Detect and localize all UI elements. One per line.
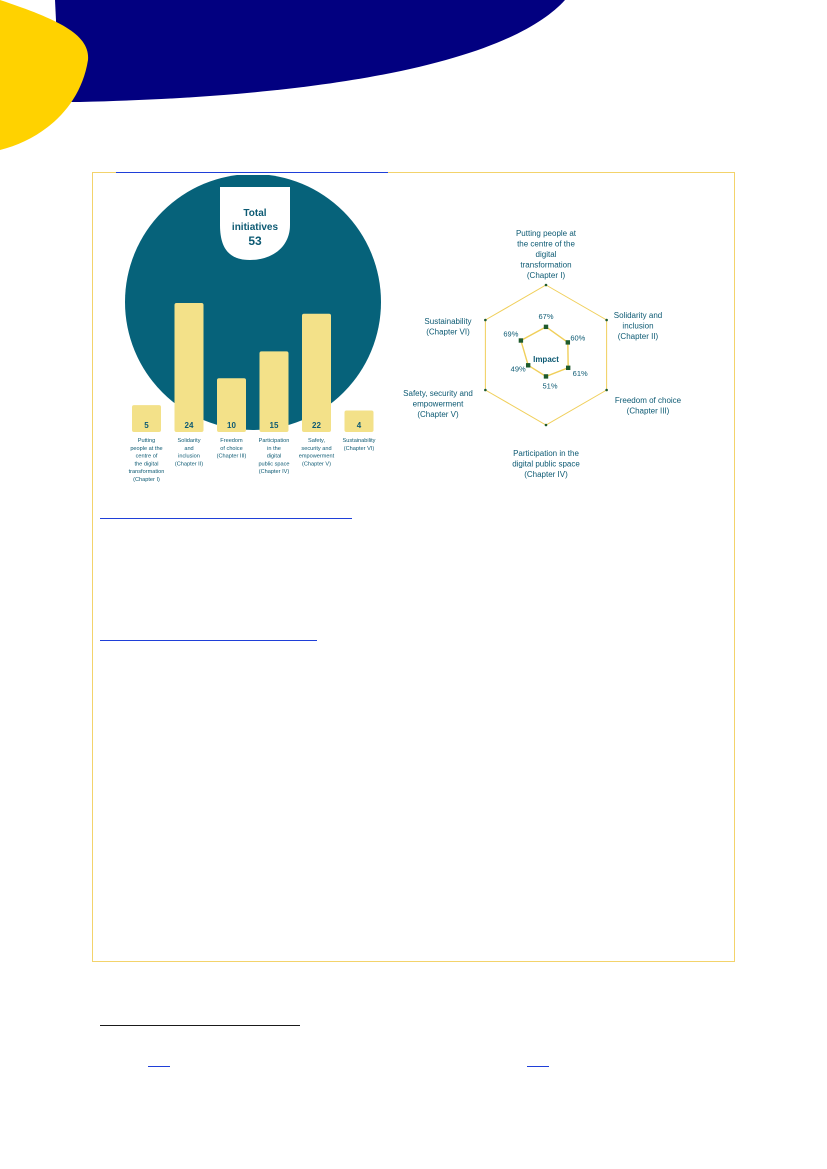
bar-category-label-5-line-2: security and: [301, 445, 332, 452]
radar-axis-label-1-line-1: Putting people at: [515, 229, 577, 238]
radar-vertex-4: [545, 424, 548, 427]
bar-2: [175, 303, 204, 432]
radar-axis-label-2-line-1: Solidarity and: [613, 311, 663, 320]
bar-category-label-5-line-1: Safety,: [308, 438, 325, 444]
initiatives-bar-chart: [110, 175, 400, 495]
radar-axis-label-5-line-1: Safety, security and: [403, 389, 473, 398]
radar-axis-label-2-line-2: inclusion: [622, 321, 654, 331]
radar-axis-label-4-line-3: (Chapter IV): [524, 470, 568, 479]
radar-vertex-2: [605, 319, 608, 322]
radar-value-label-6: 69%: [503, 329, 519, 339]
radar-center-label: Impact: [533, 355, 559, 364]
radar-axis-label-3-line-2: (Chapter III): [626, 406, 670, 416]
total-label-line1: Total: [243, 208, 267, 219]
bar-value-label-3: 10: [227, 421, 236, 430]
bar-category-label-6-line-1: Sustainability: [342, 438, 376, 444]
radar-axis-label-2-line-3: (Chapter II): [617, 332, 659, 341]
impact-radar-chart: [390, 220, 710, 490]
footnote-separator: [100, 1025, 300, 1026]
radar-point-6: [519, 338, 523, 342]
bar-category-label-4-line-3: digital: [266, 453, 282, 460]
total-value: 53: [248, 234, 262, 248]
bar-category-label-2-line-4: (Chapter II): [174, 461, 204, 468]
radar-axis-label-6-line-2: (Chapter VI): [426, 327, 470, 337]
radar-value-label-5: 49%: [510, 364, 526, 374]
radar-vertex-3: [605, 389, 608, 392]
radar-vertex-6: [484, 319, 487, 322]
bar-4: [260, 351, 289, 432]
bar-category-label-1-line-6: (Chapter I): [133, 477, 160, 483]
radar-vertex-5: [484, 389, 487, 392]
radar-value-label-1: 67%: [538, 311, 554, 321]
bar-category-label-1-line-3: centre of: [135, 453, 158, 460]
bar-category-label-3-line-1: Freedom: [220, 438, 243, 444]
bar-category-label-1-line-1: Putting: [137, 438, 156, 444]
total-label-line2: initiatives: [231, 222, 279, 233]
radar-series-polygon: [521, 327, 568, 377]
radar-axis-label-5-line-3: (Chapter V): [417, 410, 459, 419]
radar-axis-label-1-line-4: transformation: [520, 260, 572, 270]
header-banner: [0, 0, 827, 160]
radar-point-1: [544, 325, 548, 329]
bar-category-label-5-line-3: empowerment: [298, 453, 335, 460]
radar-axis-label-4-line-2: digital public space: [512, 459, 580, 469]
radar-value-label-4: 51%: [542, 381, 558, 391]
bar-category-label-6-line-2: (Chapter VI): [343, 445, 375, 452]
footnote-link-2[interactable]: [527, 1066, 549, 1067]
bar-category-label-4-line-5: (Chapter IV): [258, 469, 290, 476]
bar-category-label-4-line-1: Participation: [258, 438, 290, 444]
bar-category-label-3-line-3: (Chapter III): [216, 453, 247, 460]
bar-category-label-4-line-2: in the: [267, 445, 281, 452]
radar-point-4: [544, 374, 548, 378]
bar-category-label-4-line-4: public space: [258, 461, 290, 468]
heading-underline-2: [100, 640, 317, 641]
bar-category-label-2-line-1: Solidarity: [177, 438, 201, 444]
radar-value-label-2: 60%: [570, 333, 586, 343]
radar-point-5: [526, 363, 530, 367]
bar-category-label-5-line-4: (Chapter V): [302, 461, 331, 468]
radar-axis-label-1-line-2: the centre of the: [517, 239, 575, 249]
bar-category-label-1-line-5: transformation: [128, 469, 165, 476]
radar-axis-label-6-line-1: Sustainability: [424, 317, 472, 326]
bar-category-label-1-line-4: the digital: [134, 461, 159, 468]
bar-category-label-2-line-3: inclusion: [178, 453, 200, 460]
radar-axis-label-1-line-5: (Chapter I): [526, 271, 566, 280]
heading-underline-top: [116, 172, 388, 173]
bar-category-label-3-line-2: of choice: [220, 445, 243, 452]
radar-axis-label-3-line-1: Freedom of choice: [614, 396, 682, 405]
radar-value-label-3: 61%: [572, 368, 588, 378]
bar-5: [302, 314, 331, 432]
heading-underline-1: [100, 518, 352, 519]
bar-value-label-4: 15: [269, 421, 279, 430]
bar-value-label-1: 5: [144, 421, 149, 430]
bar-value-label-5: 22: [312, 421, 321, 430]
bar-value-label-6: 4: [356, 421, 362, 430]
radar-axis-label-5-line-2: empowerment: [412, 399, 464, 409]
radar-point-3: [566, 366, 570, 370]
radar-vertex-1: [545, 284, 548, 287]
bar-category-label-2-line-2: and: [184, 445, 194, 452]
banner-blue-swoosh: [55, 0, 565, 102]
footnote-link-1[interactable]: [148, 1066, 170, 1067]
radar-axis-label-4-line-1: Participation in the: [513, 449, 579, 458]
bar-value-label-2: 24: [184, 421, 194, 430]
bar-category-label-1-line-2: people at the: [130, 445, 163, 452]
radar-axis-label-1-line-3: digital: [535, 250, 557, 259]
